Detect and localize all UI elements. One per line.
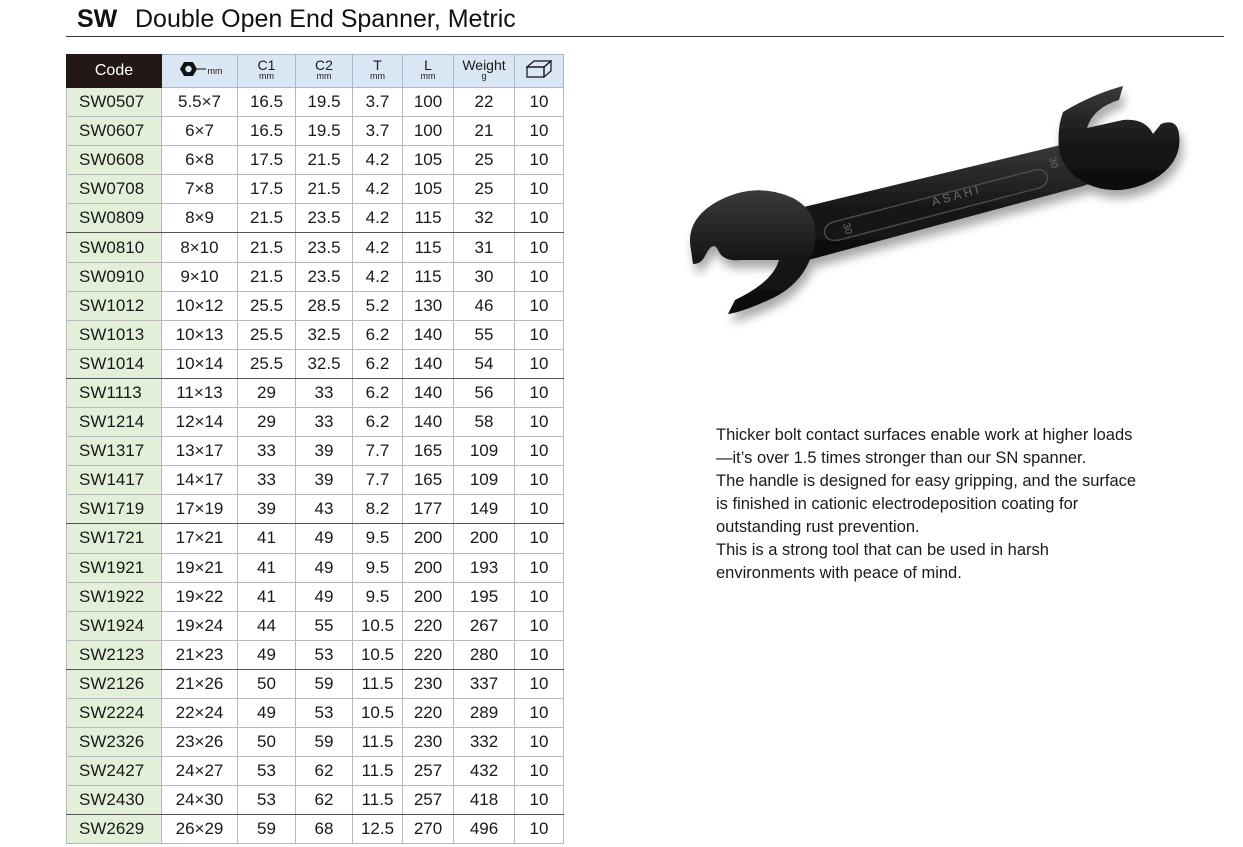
cell-weight: 30 bbox=[454, 262, 515, 291]
weight-label: Weight bbox=[462, 57, 506, 73]
cell-t: 4.2 bbox=[353, 175, 403, 204]
cell-c2: 39 bbox=[296, 466, 353, 495]
cell-qty: 10 bbox=[515, 698, 564, 727]
cell-c1: 50 bbox=[238, 669, 296, 698]
cell-qty: 10 bbox=[515, 437, 564, 466]
description-paragraph: Thicker bolt contact surfaces enable work at higher loads—it’s over 1.5 times stronger than our SN spanner. bbox=[716, 426, 1133, 467]
col-header-size bbox=[162, 55, 238, 88]
cell-t: 6.2 bbox=[353, 378, 403, 407]
cell-c1: 25.5 bbox=[238, 320, 296, 349]
cell-l: 200 bbox=[403, 553, 454, 582]
cell-l: 115 bbox=[403, 204, 454, 233]
cell-size: 19×24 bbox=[162, 611, 238, 640]
cell-code: SW0810 bbox=[67, 233, 162, 262]
hex-nut-icon bbox=[177, 60, 207, 78]
cell-l: 105 bbox=[403, 175, 454, 204]
cell-size: 6×8 bbox=[162, 146, 238, 175]
cell-weight: 149 bbox=[454, 495, 515, 524]
table-row bbox=[67, 320, 564, 349]
cell-l: 140 bbox=[403, 349, 454, 378]
cell-c2: 68 bbox=[296, 815, 353, 844]
cell-l: 140 bbox=[403, 408, 454, 437]
cell-l: 140 bbox=[403, 320, 454, 349]
cell-size: 26×29 bbox=[162, 815, 238, 844]
cell-qty: 10 bbox=[515, 786, 564, 815]
table-row bbox=[67, 378, 564, 407]
cell-qty: 10 bbox=[515, 524, 564, 553]
cell-size: 11×13 bbox=[162, 378, 238, 407]
cell-qty: 10 bbox=[515, 233, 564, 262]
table-row bbox=[67, 640, 564, 669]
weight-unit: g bbox=[481, 71, 487, 81]
cell-c2: 33 bbox=[296, 408, 353, 437]
cell-l: 257 bbox=[403, 757, 454, 786]
cell-weight: 25 bbox=[454, 146, 515, 175]
cell-qty: 10 bbox=[515, 815, 564, 844]
cell-size: 8×9 bbox=[162, 204, 238, 233]
cell-weight: 280 bbox=[454, 640, 515, 669]
cell-c1: 21.5 bbox=[238, 262, 296, 291]
cell-t: 6.2 bbox=[353, 320, 403, 349]
table-header-row bbox=[67, 55, 564, 88]
cell-c2: 19.5 bbox=[296, 88, 353, 117]
cell-weight: 31 bbox=[454, 233, 515, 262]
col-header-code: Code bbox=[67, 55, 162, 88]
cell-c2: 59 bbox=[296, 669, 353, 698]
cell-code: SW0910 bbox=[67, 262, 162, 291]
cell-t: 11.5 bbox=[353, 786, 403, 815]
description-paragraph: The handle is designed for easy gripping, and the surface is finished in cationic electrodeposition coating for outstanding rust prevention. bbox=[716, 472, 1137, 536]
cell-code: SW2427 bbox=[67, 757, 162, 786]
cell-weight: 195 bbox=[454, 582, 515, 611]
cell-code: SW1317 bbox=[67, 437, 162, 466]
cell-size: 22×24 bbox=[162, 698, 238, 727]
cell-t: 12.5 bbox=[353, 815, 403, 844]
cell-code: SW2629 bbox=[67, 815, 162, 844]
table-row bbox=[67, 757, 564, 786]
c1-unit: mm bbox=[259, 71, 274, 81]
cell-c1: 33 bbox=[238, 466, 296, 495]
cell-weight: 418 bbox=[454, 786, 515, 815]
cell-c2: 21.5 bbox=[296, 175, 353, 204]
table-row bbox=[67, 233, 564, 262]
cell-t: 4.2 bbox=[353, 233, 403, 262]
cell-size: 9×10 bbox=[162, 262, 238, 291]
cell-t: 10.5 bbox=[353, 698, 403, 727]
cell-qty: 10 bbox=[515, 582, 564, 611]
cell-code: SW1417 bbox=[67, 466, 162, 495]
cell-qty: 10 bbox=[515, 553, 564, 582]
cell-qty: 10 bbox=[515, 669, 564, 698]
cell-c1: 53 bbox=[238, 786, 296, 815]
table-row bbox=[67, 611, 564, 640]
cell-qty: 10 bbox=[515, 320, 564, 349]
cell-qty: 10 bbox=[515, 88, 564, 117]
cell-c2: 23.5 bbox=[296, 204, 353, 233]
table-row bbox=[67, 204, 564, 233]
cell-qty: 10 bbox=[515, 175, 564, 204]
cell-t: 10.5 bbox=[353, 640, 403, 669]
t-unit: mm bbox=[370, 71, 385, 81]
cell-c1: 21.5 bbox=[238, 204, 296, 233]
cell-l: 220 bbox=[403, 611, 454, 640]
cell-code: SW0809 bbox=[67, 204, 162, 233]
cell-t: 4.2 bbox=[353, 204, 403, 233]
cell-weight: 109 bbox=[454, 466, 515, 495]
cell-code: SW0608 bbox=[67, 146, 162, 175]
table-row bbox=[67, 117, 564, 146]
cell-l: 105 bbox=[403, 146, 454, 175]
table-row bbox=[67, 291, 564, 320]
cell-weight: 32 bbox=[454, 204, 515, 233]
cell-c2: 43 bbox=[296, 495, 353, 524]
cell-qty: 10 bbox=[515, 146, 564, 175]
cell-qty: 10 bbox=[515, 408, 564, 437]
cell-l: 220 bbox=[403, 698, 454, 727]
table-row bbox=[67, 728, 564, 757]
cell-t: 9.5 bbox=[353, 524, 403, 553]
cell-size: 17×19 bbox=[162, 495, 238, 524]
table-row bbox=[67, 698, 564, 727]
table-row bbox=[67, 553, 564, 582]
cell-t: 4.2 bbox=[353, 146, 403, 175]
cell-c2: 59 bbox=[296, 728, 353, 757]
cell-weight: 432 bbox=[454, 757, 515, 786]
table-row bbox=[67, 437, 564, 466]
cell-t: 11.5 bbox=[353, 757, 403, 786]
col-header-l bbox=[403, 55, 454, 88]
cell-qty: 10 bbox=[515, 495, 564, 524]
col-header-c2 bbox=[296, 55, 353, 88]
table-row bbox=[67, 175, 564, 204]
cell-c1: 44 bbox=[238, 611, 296, 640]
cell-code: SW1924 bbox=[67, 611, 162, 640]
cell-weight: 496 bbox=[454, 815, 515, 844]
cell-c1: 49 bbox=[238, 698, 296, 727]
cell-qty: 10 bbox=[515, 117, 564, 146]
cell-c1: 25.5 bbox=[238, 291, 296, 320]
cell-weight: 54 bbox=[454, 349, 515, 378]
cell-code: SW0708 bbox=[67, 175, 162, 204]
cell-c1: 59 bbox=[238, 815, 296, 844]
cell-size: 21×23 bbox=[162, 640, 238, 669]
col-header-weight bbox=[454, 55, 515, 88]
cell-c1: 25.5 bbox=[238, 349, 296, 378]
cell-t: 11.5 bbox=[353, 728, 403, 757]
cell-t: 9.5 bbox=[353, 582, 403, 611]
cell-c1: 29 bbox=[238, 408, 296, 437]
cell-qty: 10 bbox=[515, 291, 564, 320]
cell-c1: 53 bbox=[238, 757, 296, 786]
table-row bbox=[67, 786, 564, 815]
cell-t: 4.2 bbox=[353, 262, 403, 291]
cell-c2: 62 bbox=[296, 757, 353, 786]
cell-weight: 55 bbox=[454, 320, 515, 349]
cell-qty: 10 bbox=[515, 204, 564, 233]
cell-t: 10.5 bbox=[353, 611, 403, 640]
wrench-brand-text: ASAHI bbox=[930, 182, 984, 209]
cell-l: 130 bbox=[403, 291, 454, 320]
cell-qty: 10 bbox=[515, 640, 564, 669]
title-bar bbox=[66, 2, 1224, 37]
cell-c2: 49 bbox=[296, 524, 353, 553]
table-row bbox=[67, 408, 564, 437]
cell-l: 177 bbox=[403, 495, 454, 524]
cell-l: 257 bbox=[403, 786, 454, 815]
cell-code: SW2123 bbox=[67, 640, 162, 669]
cell-c1: 41 bbox=[238, 553, 296, 582]
table-row bbox=[67, 582, 564, 611]
cell-c2: 28.5 bbox=[296, 291, 353, 320]
spec-table bbox=[66, 54, 564, 844]
product-description bbox=[716, 424, 1146, 585]
cell-l: 165 bbox=[403, 437, 454, 466]
cell-t: 5.2 bbox=[353, 291, 403, 320]
cell-t: 7.7 bbox=[353, 437, 403, 466]
cell-l: 270 bbox=[403, 815, 454, 844]
cell-t: 3.7 bbox=[353, 88, 403, 117]
cell-c2: 23.5 bbox=[296, 233, 353, 262]
cell-size: 24×27 bbox=[162, 757, 238, 786]
cell-c2: 33 bbox=[296, 378, 353, 407]
cell-code: SW2126 bbox=[67, 669, 162, 698]
cell-size: 6×7 bbox=[162, 117, 238, 146]
cell-qty: 10 bbox=[515, 757, 564, 786]
cell-c2: 19.5 bbox=[296, 117, 353, 146]
cell-weight: 289 bbox=[454, 698, 515, 727]
col-header-c1 bbox=[238, 55, 296, 88]
cell-c1: 49 bbox=[238, 640, 296, 669]
table-row bbox=[67, 524, 564, 553]
size-unit: mm bbox=[207, 65, 223, 76]
cell-c2: 49 bbox=[296, 582, 353, 611]
cell-c2: 32.5 bbox=[296, 349, 353, 378]
cell-code: SW0507 bbox=[67, 88, 162, 117]
c1-label: C1 bbox=[257, 57, 276, 73]
cell-size: 8×10 bbox=[162, 233, 238, 262]
cell-c2: 32.5 bbox=[296, 320, 353, 349]
cell-size: 13×17 bbox=[162, 437, 238, 466]
cell-c2: 55 bbox=[296, 611, 353, 640]
cell-size: 19×21 bbox=[162, 553, 238, 582]
spec-table-body bbox=[67, 88, 564, 844]
cell-size: 21×26 bbox=[162, 669, 238, 698]
spanner-image bbox=[683, 72, 1193, 332]
cell-l: 200 bbox=[403, 582, 454, 611]
cell-code: SW1721 bbox=[67, 524, 162, 553]
cell-t: 6.2 bbox=[353, 408, 403, 437]
table-row bbox=[67, 88, 564, 117]
cell-size: 10×12 bbox=[162, 291, 238, 320]
cell-size: 24×30 bbox=[162, 786, 238, 815]
cell-t: 3.7 bbox=[353, 117, 403, 146]
cell-l: 115 bbox=[403, 233, 454, 262]
cell-code: SW1012 bbox=[67, 291, 162, 320]
cell-size: 17×21 bbox=[162, 524, 238, 553]
cell-code: SW2326 bbox=[67, 728, 162, 757]
cell-weight: 22 bbox=[454, 88, 515, 117]
cell-code: SW2430 bbox=[67, 786, 162, 815]
cell-weight: 267 bbox=[454, 611, 515, 640]
cell-c2: 23.5 bbox=[296, 262, 353, 291]
cell-c1: 16.5 bbox=[238, 117, 296, 146]
table-row bbox=[67, 815, 564, 844]
cell-l: 100 bbox=[403, 117, 454, 146]
table-row bbox=[67, 466, 564, 495]
cell-code: SW1921 bbox=[67, 553, 162, 582]
cell-weight: 332 bbox=[454, 728, 515, 757]
cell-size: 10×14 bbox=[162, 349, 238, 378]
cell-code: SW1014 bbox=[67, 349, 162, 378]
wrench-size-mark-right: 30 bbox=[1046, 155, 1060, 170]
cell-l: 115 bbox=[403, 262, 454, 291]
table-row bbox=[67, 669, 564, 698]
cell-qty: 10 bbox=[515, 349, 564, 378]
cell-c1: 16.5 bbox=[238, 88, 296, 117]
cell-weight: 25 bbox=[454, 175, 515, 204]
cell-size: 12×14 bbox=[162, 408, 238, 437]
cell-code: SW1113 bbox=[67, 378, 162, 407]
cell-code: SW2224 bbox=[67, 698, 162, 727]
cell-c2: 53 bbox=[296, 698, 353, 727]
cell-t: 9.5 bbox=[353, 553, 403, 582]
cell-c2: 49 bbox=[296, 553, 353, 582]
cell-l: 165 bbox=[403, 466, 454, 495]
cell-weight: 193 bbox=[454, 553, 515, 582]
cell-code: SW1214 bbox=[67, 408, 162, 437]
col-header-qty bbox=[515, 55, 564, 88]
cell-t: 7.7 bbox=[353, 466, 403, 495]
cell-qty: 10 bbox=[515, 262, 564, 291]
cell-code: SW1013 bbox=[67, 320, 162, 349]
cell-c1: 33 bbox=[238, 437, 296, 466]
cell-l: 230 bbox=[403, 669, 454, 698]
cell-l: 100 bbox=[403, 88, 454, 117]
cell-size: 19×22 bbox=[162, 582, 238, 611]
cell-c1: 41 bbox=[238, 582, 296, 611]
description-paragraph: This is a strong tool that can be used in harsh environments with peace of mind. bbox=[716, 541, 1049, 582]
table-row bbox=[67, 262, 564, 291]
c2-unit: mm bbox=[316, 71, 332, 81]
cell-l: 200 bbox=[403, 524, 454, 553]
page-title: Double Open End Spanner, Metric bbox=[135, 5, 516, 33]
cell-c2: 53 bbox=[296, 640, 353, 669]
cell-size: 14×17 bbox=[162, 466, 238, 495]
col-header-t bbox=[353, 55, 403, 88]
t-label: T bbox=[373, 57, 382, 73]
series-code: SW bbox=[77, 5, 118, 33]
cell-c2: 21.5 bbox=[296, 146, 353, 175]
cell-t: 6.2 bbox=[353, 349, 403, 378]
cell-qty: 10 bbox=[515, 466, 564, 495]
cell-weight: 46 bbox=[454, 291, 515, 320]
cell-c1: 21.5 bbox=[238, 233, 296, 262]
table-row bbox=[67, 349, 564, 378]
c2-label: C2 bbox=[315, 57, 333, 73]
cell-code: SW1719 bbox=[67, 495, 162, 524]
cell-c1: 17.5 bbox=[238, 175, 296, 204]
cell-weight: 200 bbox=[454, 524, 515, 553]
cell-size: 10×13 bbox=[162, 320, 238, 349]
l-unit: mm bbox=[420, 71, 436, 81]
cell-t: 11.5 bbox=[353, 669, 403, 698]
box-icon bbox=[524, 58, 554, 80]
cell-qty: 10 bbox=[515, 728, 564, 757]
cell-size: 23×26 bbox=[162, 728, 238, 757]
cell-c1: 39 bbox=[238, 495, 296, 524]
wrench-size-mark-left: 30 bbox=[840, 221, 854, 236]
cell-qty: 10 bbox=[515, 378, 564, 407]
cell-weight: 21 bbox=[454, 117, 515, 146]
table-row bbox=[67, 495, 564, 524]
cell-c2: 62 bbox=[296, 786, 353, 815]
cell-weight: 58 bbox=[454, 408, 515, 437]
cell-c1: 17.5 bbox=[238, 146, 296, 175]
cell-c1: 50 bbox=[238, 728, 296, 757]
cell-c1: 29 bbox=[238, 378, 296, 407]
cell-code: SW1922 bbox=[67, 582, 162, 611]
cell-c1: 41 bbox=[238, 524, 296, 553]
cell-weight: 56 bbox=[454, 378, 515, 407]
cell-size: 7×8 bbox=[162, 175, 238, 204]
table-row bbox=[67, 146, 564, 175]
cell-l: 220 bbox=[403, 640, 454, 669]
l-label: L bbox=[424, 57, 432, 73]
cell-weight: 337 bbox=[454, 669, 515, 698]
cell-l: 230 bbox=[403, 728, 454, 757]
cell-weight: 109 bbox=[454, 437, 515, 466]
cell-size: 5.5×7 bbox=[162, 88, 238, 117]
cell-code: SW0607 bbox=[67, 117, 162, 146]
cell-t: 8.2 bbox=[353, 495, 403, 524]
cell-l: 140 bbox=[403, 378, 454, 407]
cell-qty: 10 bbox=[515, 611, 564, 640]
cell-c2: 39 bbox=[296, 437, 353, 466]
